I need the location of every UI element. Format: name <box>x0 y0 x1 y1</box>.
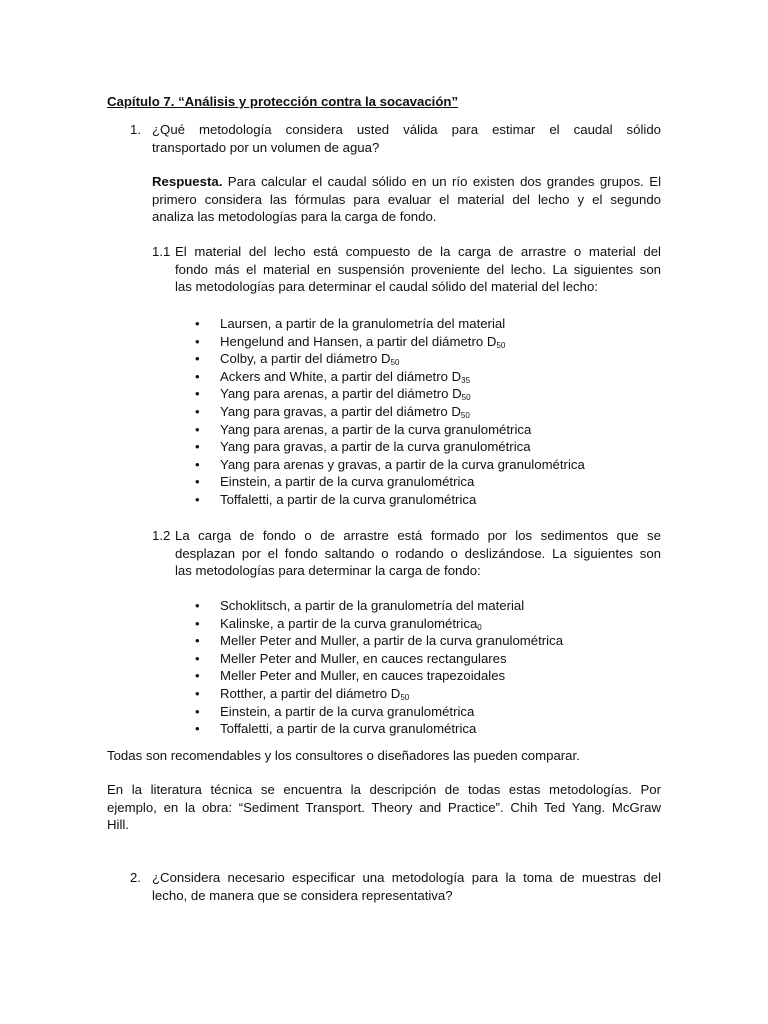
question-1-line-1: ¿Qué metodología considera usted válida para estimar el caudal sólido <box>152 122 661 137</box>
question-1-line-2: transportado por un volumen de agua? <box>152 139 380 155</box>
bullet-icon: • <box>195 403 200 419</box>
answer-line-1 <box>152 173 661 191</box>
section-1-1-line-3: las metodologías para determinar el caudal sólido del material del lecho: <box>175 279 598 295</box>
bullet-icon: • <box>195 421 200 437</box>
method-text <box>220 421 531 439</box>
method-text <box>220 315 505 333</box>
method-label: Hengelund and Hansen, a partir del diámetro D <box>220 333 497 349</box>
method-text <box>220 491 476 509</box>
bullet-icon: • <box>195 368 200 384</box>
answer-line-2: primero considera las fórmulas para evaluar el material del lecho y el segundo <box>152 191 661 207</box>
method-label: Yang para arenas, a partir de la curva granulométrica <box>220 421 532 437</box>
answer-line-3: analiza las metodologías para la carga de fondo. <box>152 209 437 225</box>
section-1-2-line-3: las metodologías para determinar la carga de fondo: <box>175 563 481 579</box>
method-label: Rotther, a partir del diámetro D <box>220 685 401 701</box>
method-label: Yang para arenas y gravas, a partir de la curva granulométrica <box>220 456 585 472</box>
method-label: Meller Peter and Muller, a partir de la curva granulométrica <box>220 633 564 649</box>
answer-label: Respuesta. <box>152 174 223 189</box>
bullet-icon: • <box>195 491 200 507</box>
method-subscript: 0 <box>477 622 482 632</box>
method-label: Colby, a partir del diámetro D <box>220 351 391 367</box>
method-text <box>220 368 470 386</box>
answer-line-1-text: Para calcular el caudal sólido en un río existen dos grandes grupos. El <box>222 174 661 189</box>
chapter-title: Capítulo 7. “Análisis y protección contra la socavación” <box>107 94 459 109</box>
method-text <box>220 667 505 685</box>
literature-line-2: ejemplo, en la obra: “Sediment Transport. Theory and Practice”. Chih Ted Yang. McGraw <box>107 799 661 815</box>
method-label: Kalinske, a partir de la curva granulométrica <box>220 615 478 631</box>
method-text <box>220 685 409 703</box>
method-text <box>220 385 471 403</box>
question-1-number: 1. <box>130 122 141 137</box>
bullet-icon: • <box>195 474 200 490</box>
method-text <box>220 350 399 368</box>
method-label: Toffaletti, a partir de la curva granulométrica <box>220 491 477 507</box>
bullet-icon: • <box>195 668 200 684</box>
method-label: Einstein, a partir de la curva granulométrica <box>220 474 475 490</box>
method-text <box>220 615 482 633</box>
method-subscript: 50 <box>390 358 400 368</box>
method-subscript: 50 <box>461 393 471 403</box>
method-label: Yang para gravas, a partir del diámetro D <box>220 403 461 419</box>
question-2-line-1: ¿Considera necesario especificar una metodología para la toma de muestras del <box>152 870 661 885</box>
method-subscript: 50 <box>460 410 470 420</box>
method-label: Yang para gravas, a partir de la curva granulométrica <box>220 439 531 455</box>
bullet-icon: • <box>195 598 200 613</box>
bullet-icon: • <box>195 351 200 367</box>
method-label: Meller Peter and Muller, en cauces trapezoidales <box>220 668 506 684</box>
bullet-icon: • <box>195 721 200 737</box>
section-1-2-number: 1.2 <box>152 528 171 543</box>
method-text <box>220 473 474 491</box>
bullet-icon: • <box>195 703 200 719</box>
method-label: Meller Peter and Muller, en cauces rectangulares <box>220 650 507 666</box>
method-text <box>220 703 474 721</box>
method-label: Laursen, a partir de la granulometría del material <box>220 316 506 331</box>
method-label: Toffaletti, a partir de la curva granulométrica <box>220 721 477 737</box>
recommendation-paragraph: Todas son recomendables y los consultores o diseñadores las pueden comparar. <box>107 748 580 763</box>
bullet-icon: • <box>195 333 200 349</box>
bullet-icon: • <box>195 456 200 472</box>
method-subscript: 50 <box>400 692 410 702</box>
section-1-1-line-2: fondo más el material en suspensión proveniente del lecho. La siguientes son <box>175 261 661 277</box>
method-text <box>220 438 531 456</box>
method-label: Einstein, a partir de la curva granulométrica <box>220 703 475 719</box>
method-text <box>220 632 563 650</box>
method-text <box>220 597 524 615</box>
literature-line-3: Hill. <box>107 817 129 833</box>
section-1-2-line-1: La carga de fondo o de arrastre está formado por los sedimentos que se <box>175 528 661 543</box>
bullet-icon: • <box>195 316 200 331</box>
method-subscript: 50 <box>496 340 506 350</box>
bullet-icon: • <box>195 650 200 666</box>
section-1-1-number: 1.1 <box>152 244 171 259</box>
bullet-icon: • <box>195 615 200 631</box>
method-text <box>220 456 585 474</box>
method-text <box>220 720 476 738</box>
bullet-icon: • <box>195 633 200 649</box>
method-text <box>220 403 470 421</box>
method-label: Schoklitsch, a partir de la granulometría del material <box>220 598 525 613</box>
method-text <box>220 650 507 668</box>
literature-line-1: En la literatura técnica se encuentra la descripción de todas estas metodologías. Por <box>107 782 661 797</box>
method-label: Yang para arenas, a partir del diámetro D <box>220 386 462 402</box>
section-1-1-line-1: El material del lecho está compuesto de la carga de arrastre o material del <box>175 244 661 259</box>
method-label: Ackers and White, a partir del diámetro D <box>220 368 462 384</box>
method-text <box>220 333 505 351</box>
method-subscript: 35 <box>461 375 471 385</box>
bullet-icon: • <box>195 386 200 402</box>
bullet-icon: • <box>195 685 200 701</box>
bullet-icon: • <box>195 439 200 455</box>
question-2-line-2: lecho, de manera que se considera representativa? <box>152 887 453 903</box>
question-2-number: 2. <box>130 870 141 885</box>
section-1-2-line-2: desplazan por el fondo saltando o rodando o deslizándose. La siguientes son <box>175 545 661 561</box>
